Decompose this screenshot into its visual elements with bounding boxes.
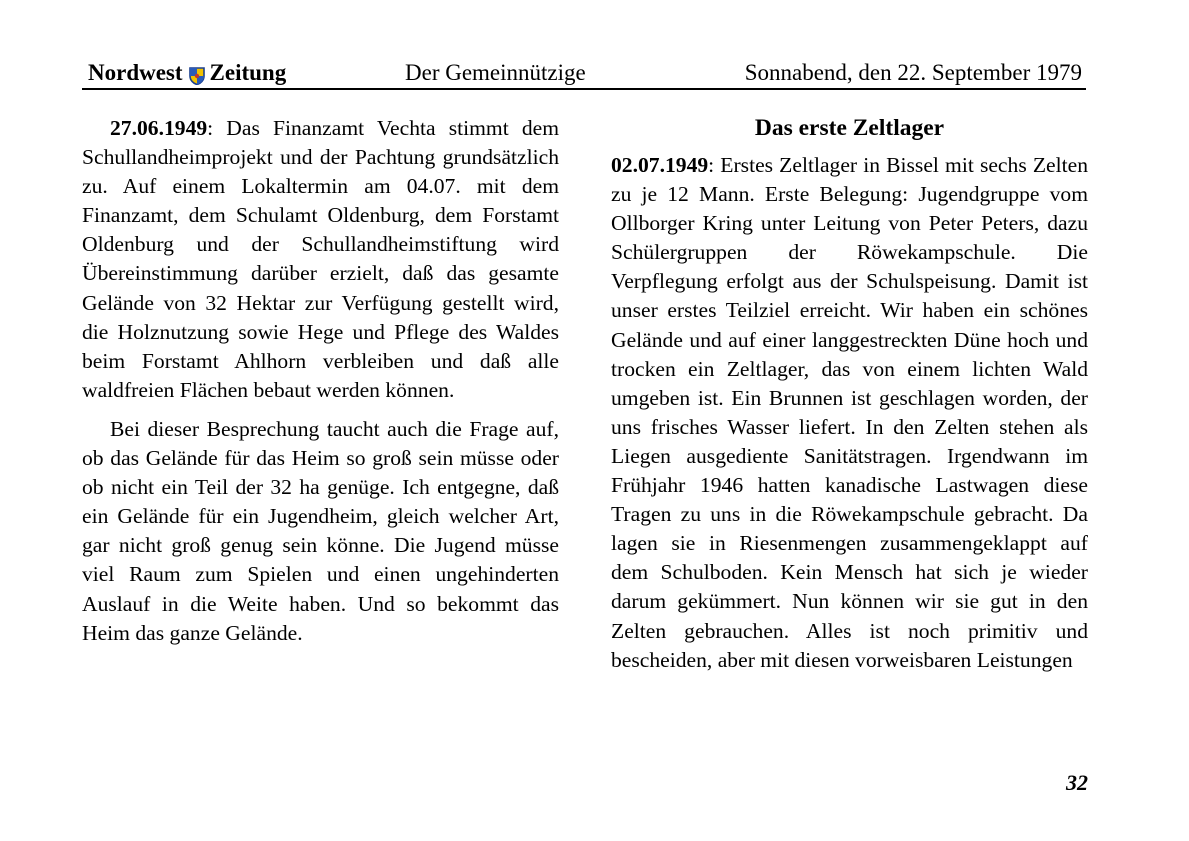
left-paragraph-2: Bei dieser Besprechung taucht auch die Frage auf, ob das Gelände für das Heim so groß sein müsse oder ob nicht ein Teil der 32 ha genüge. Ich entgegne, daß ein Gelände für ein Jugendheim, gleich welcher Art, gar nicht groß genug sein könne. Die Jugend müsse viel Raum zum Spielen und einen ungehinderten Auslauf in die Weite haben. Und so bekommt das Heim das ganze Gelände. — [82, 416, 559, 645]
right-paragraph-1 — [611, 151, 1088, 675]
right-column — [611, 113, 1088, 675]
left-paragraph-1 — [82, 114, 559, 405]
entry-date: 27.06.1949 — [110, 116, 208, 140]
page-number: 32 — [1066, 770, 1088, 795]
newspaper-masthead — [88, 60, 286, 86]
issue-date: Sonnabend, den 22. September 1979 — [744, 60, 1082, 85]
section-title: Der Gemeinnützige — [405, 60, 586, 85]
section-heading: Das erste Zeltlager — [754, 115, 945, 141]
entry-text: : Erstes Zeltlager in Bissel mit sechs Zelten zu je 12 Mann. Erste Belegung: Jugendgruppe vom Ollborger Kring unter Leitung von Peter Peters, dazu Schülergruppen der Röwekampschule. Die Verpflegung erfolgt aus der Schulspeisung. Damit ist unser erstes Teilziel erreicht. Wir haben ein schönes Gelände und auf einer langgestreckten Düne hoch und trocken ein Zeltlager, das von einem lichten Wald umgeben ist. Ein Brunnen ist geschlagen worden, der uns frisches Wasser liefert. In den Zelten stehen als Liegen ausgediente Sanitätstragen. Irgendwann im Frühjahr 1946 hatten kanadische Lastwagen diese Tragen zu uns in die Röwekampschule gebracht. Da lagen sie in Riesenmengen zusammengeklappt auf dem Schulboden. Kein Mensch hat sich je wieder darum gekümmert. Nun können wir sie gut in den Zelten gebrauchen. Alles ist noch primitiv und bescheiden, aber mit diesen vorweisbaren Leistungen — [611, 153, 1088, 672]
masthead-left: Nordwest — [88, 60, 183, 85]
coat-of-arms-icon — [189, 65, 205, 83]
entry-text: : Das Finanzamt Vechta stimmt dem Schullandheimprojekt und der Pachtung grundsätzlich zu. Auf einem Lokaltermin am 04.07. mit dem Finanzamt, dem Schulamt Oldenburg, dem Forstamt Oldenburg und der Schullandheimstiftung wird Übereinstimmung darüber erzielt, daß das gesamte Gelände von 32 Hektar zur Verfügung gestellt wird, die Holznutzung sowie Hege und Pflege des Waldes beim Forstamt Ahlhorn verbleiben und daß alle waldfreien Flächen bebaut werden können. — [82, 116, 559, 402]
entry-date: 02.07.1949 — [611, 153, 709, 177]
left-column — [82, 114, 559, 648]
masthead-right: Zeitung — [209, 60, 287, 85]
page-header — [82, 56, 1086, 90]
